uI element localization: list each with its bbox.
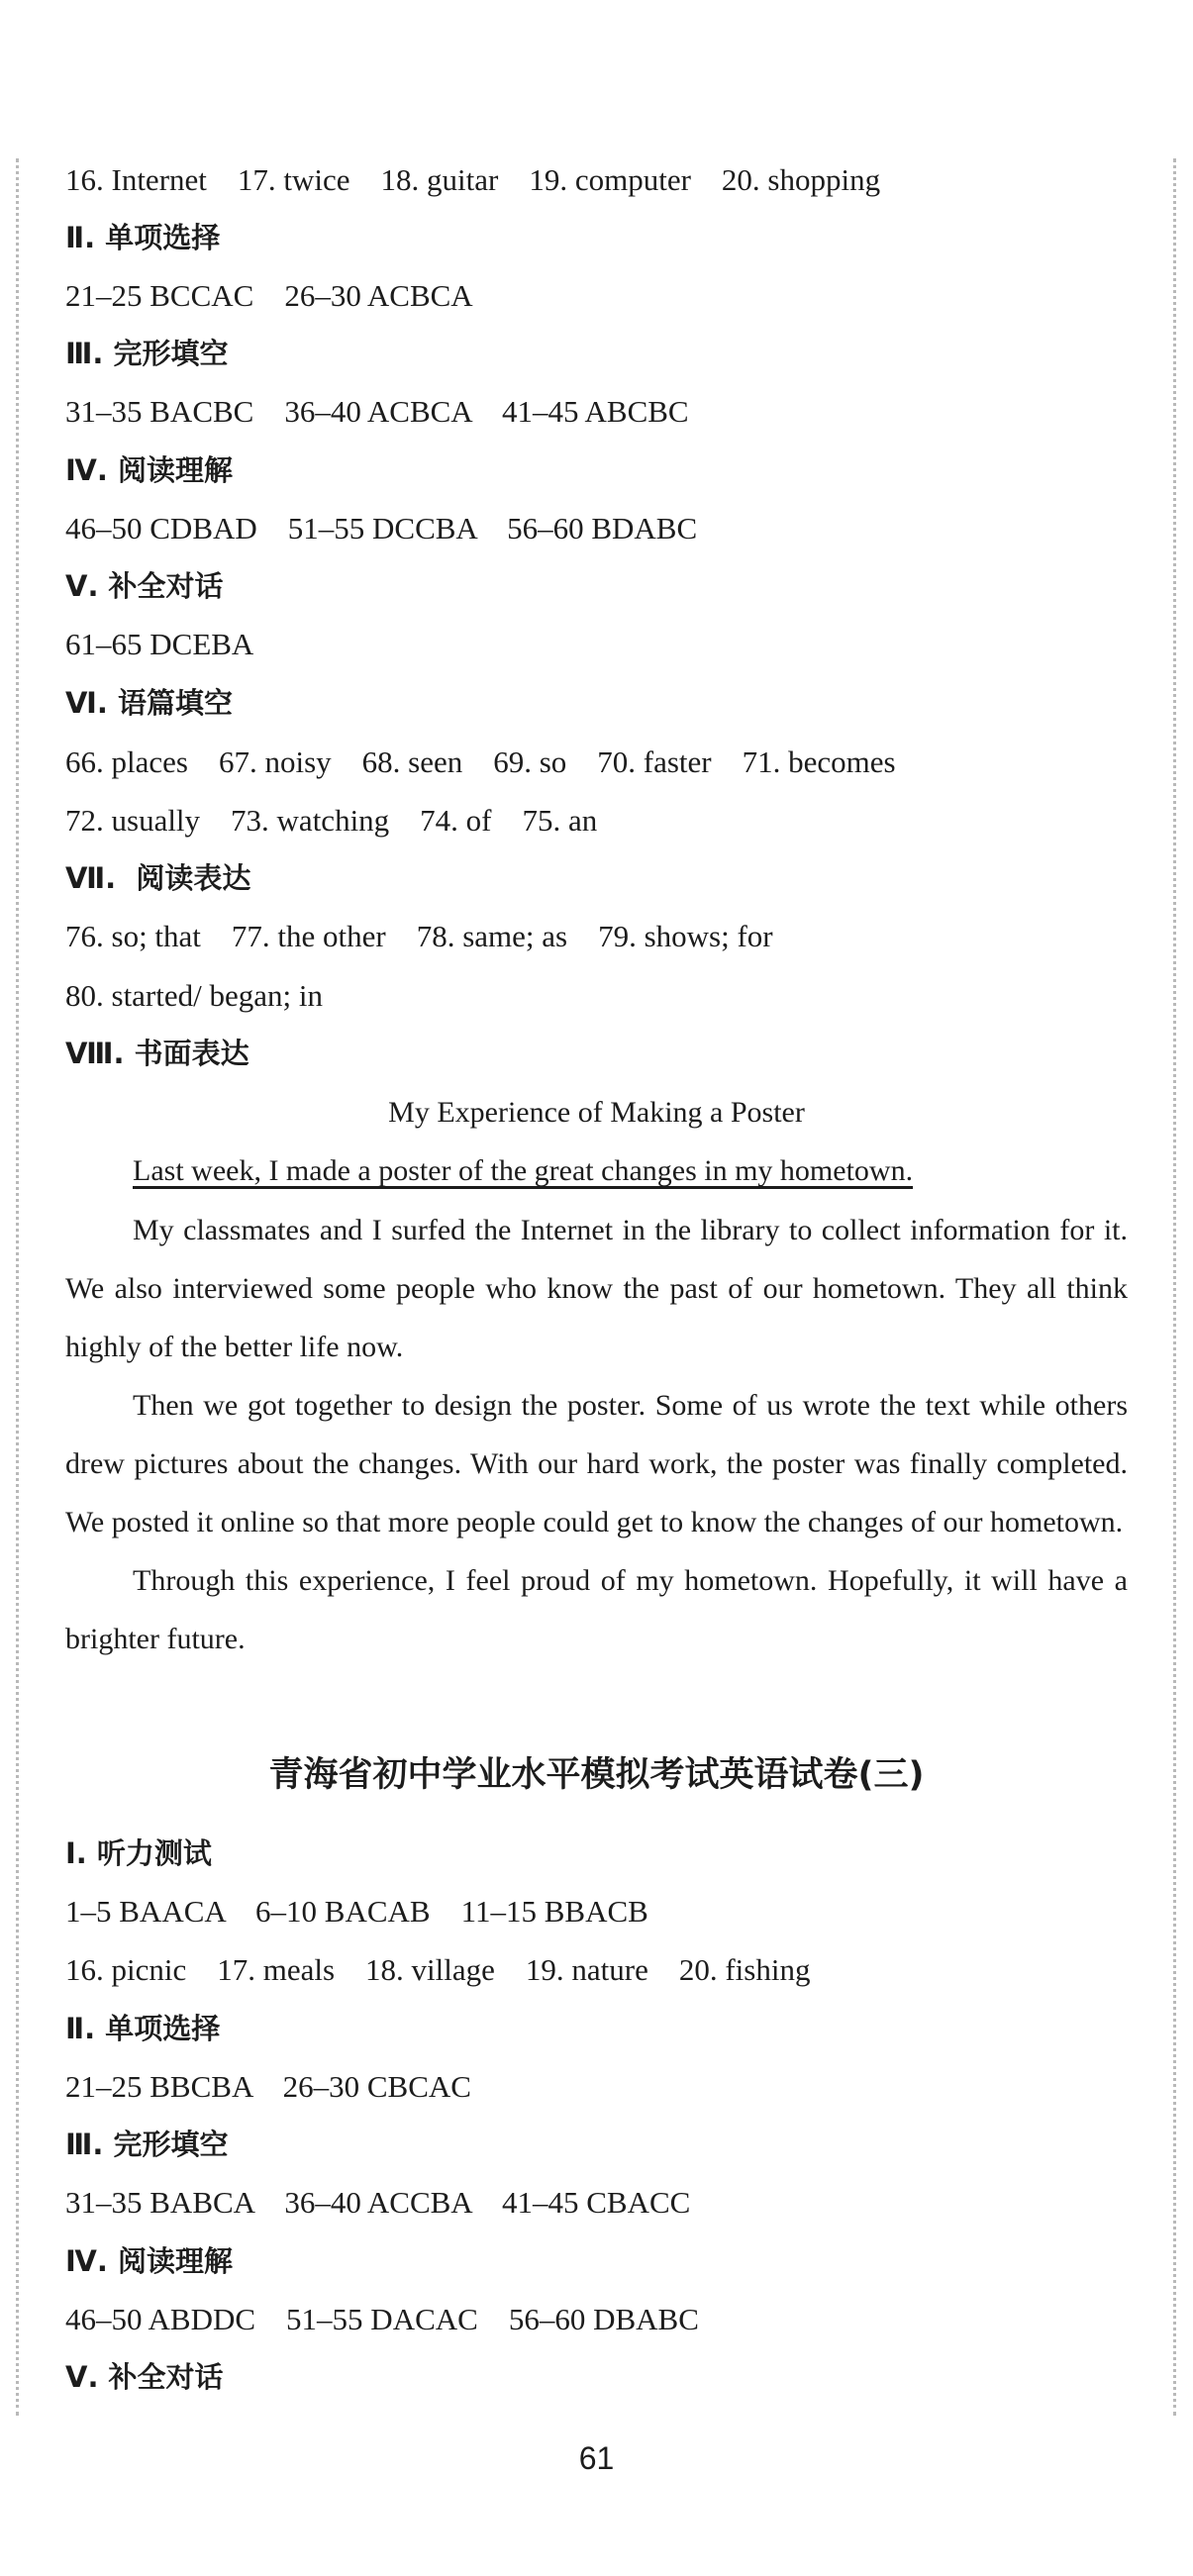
section-heading-dialogue: Ⅴ. 补全对话 — [65, 2360, 224, 2394]
section-heading-reading: Ⅳ. 阅读理解 — [65, 453, 233, 487]
section-heading-passage-fill: Ⅵ. 语篇填空 — [65, 686, 233, 720]
page-number: 61 — [578, 2440, 615, 2476]
section-heading-dialogue: Ⅴ. 补全对话 — [65, 569, 224, 603]
passage-fill-answers-line-2: 72. usually 73. watching 74. of 75. an — [65, 803, 598, 838]
reading-expression-answers-line-1: 76. so; that 77. the other 78. same; as 79. shows; for — [65, 919, 773, 953]
essay-paragraph: Through this experience, I feel proud of my hometown. Hopefully, it will have a brighter future. — [65, 1564, 1128, 1655]
section-heading-cloze: Ⅲ. 完形填空 — [65, 337, 229, 370]
essay-title: My Experience of Making a Poster — [388, 1096, 805, 1129]
listening-answers-1-15: 1–5 BAACA 6–10 BACAB 11–15 BBACB — [65, 1894, 648, 1929]
listening-answers-16-20: 16. picnic 17. meals 18. village 19. nature 20. fishing — [65, 1952, 811, 1987]
section-heading-reading-expression: Ⅶ. 阅读表达 — [65, 861, 251, 895]
reading-answers: 46–50 CDBAD 51–55 DCCBA 56–60 BDABC — [65, 511, 698, 545]
section-heading-reading: Ⅳ. 阅读理解 — [65, 2244, 233, 2278]
left-binding-edge — [16, 158, 19, 2416]
essay-body — [65, 1201, 1128, 1668]
essay-first-line: Last week, I made a poster of the great changes in my hometown. — [133, 1154, 914, 1187]
reading-answers: 46–50 ABDDC 51–55 DACAC 56–60 DBABC — [65, 2302, 699, 2336]
section-heading-cloze: Ⅲ. 完形填空 — [65, 2128, 229, 2161]
essay-paragraph: Then we got together to design the poster. Some of us wrote the text while others drew pictures about the changes. With our hard work, the poster was finally completed. We posted it online so that more people could get to know the changes of our hometown. — [65, 1389, 1128, 1538]
right-binding-edge — [1173, 158, 1176, 2416]
section-heading-single-choice: Ⅱ. 单项选择 — [65, 221, 221, 254]
exam-title: 青海省初中学业水平模拟考试英语试卷(三) — [268, 1755, 925, 1795]
section-heading-listening: Ⅰ. 听力测试 — [65, 1836, 212, 1870]
passage-fill-answers-line-1: 66. places 67. noisy 68. seen 69. so 70. faster 71. becomes — [65, 744, 896, 779]
dialogue-answers: 61–65 DCEBA — [65, 627, 254, 661]
essay-paragraph: My classmates and I surfed the Internet in the library to collect information for it. We also interviewed some people who know the past of our hometown. They all think highly of the better life now. — [65, 1214, 1128, 1363]
listening-answers-16-20: 16. Internet 17. twice 18. guitar 19. computer 20. shopping — [65, 162, 881, 197]
section-heading-single-choice: Ⅱ. 单项选择 — [65, 2012, 221, 2045]
cloze-answers: 31–35 BABCA 36–40 ACCBA 41–45 CBACC — [65, 2185, 691, 2220]
reading-expression-answers-line-2: 80. started/ began; in — [65, 978, 323, 1013]
single-choice-answers: 21–25 BBCBA 26–30 CBCAC — [65, 2069, 471, 2104]
section-heading-writing: Ⅷ. 书面表达 — [65, 1037, 249, 1070]
single-choice-answers: 21–25 BCCAC 26–30 ACBCA — [65, 278, 473, 313]
cloze-answers: 31–35 BACBC 36–40 ACBCA 41–45 ABCBC — [65, 394, 689, 429]
